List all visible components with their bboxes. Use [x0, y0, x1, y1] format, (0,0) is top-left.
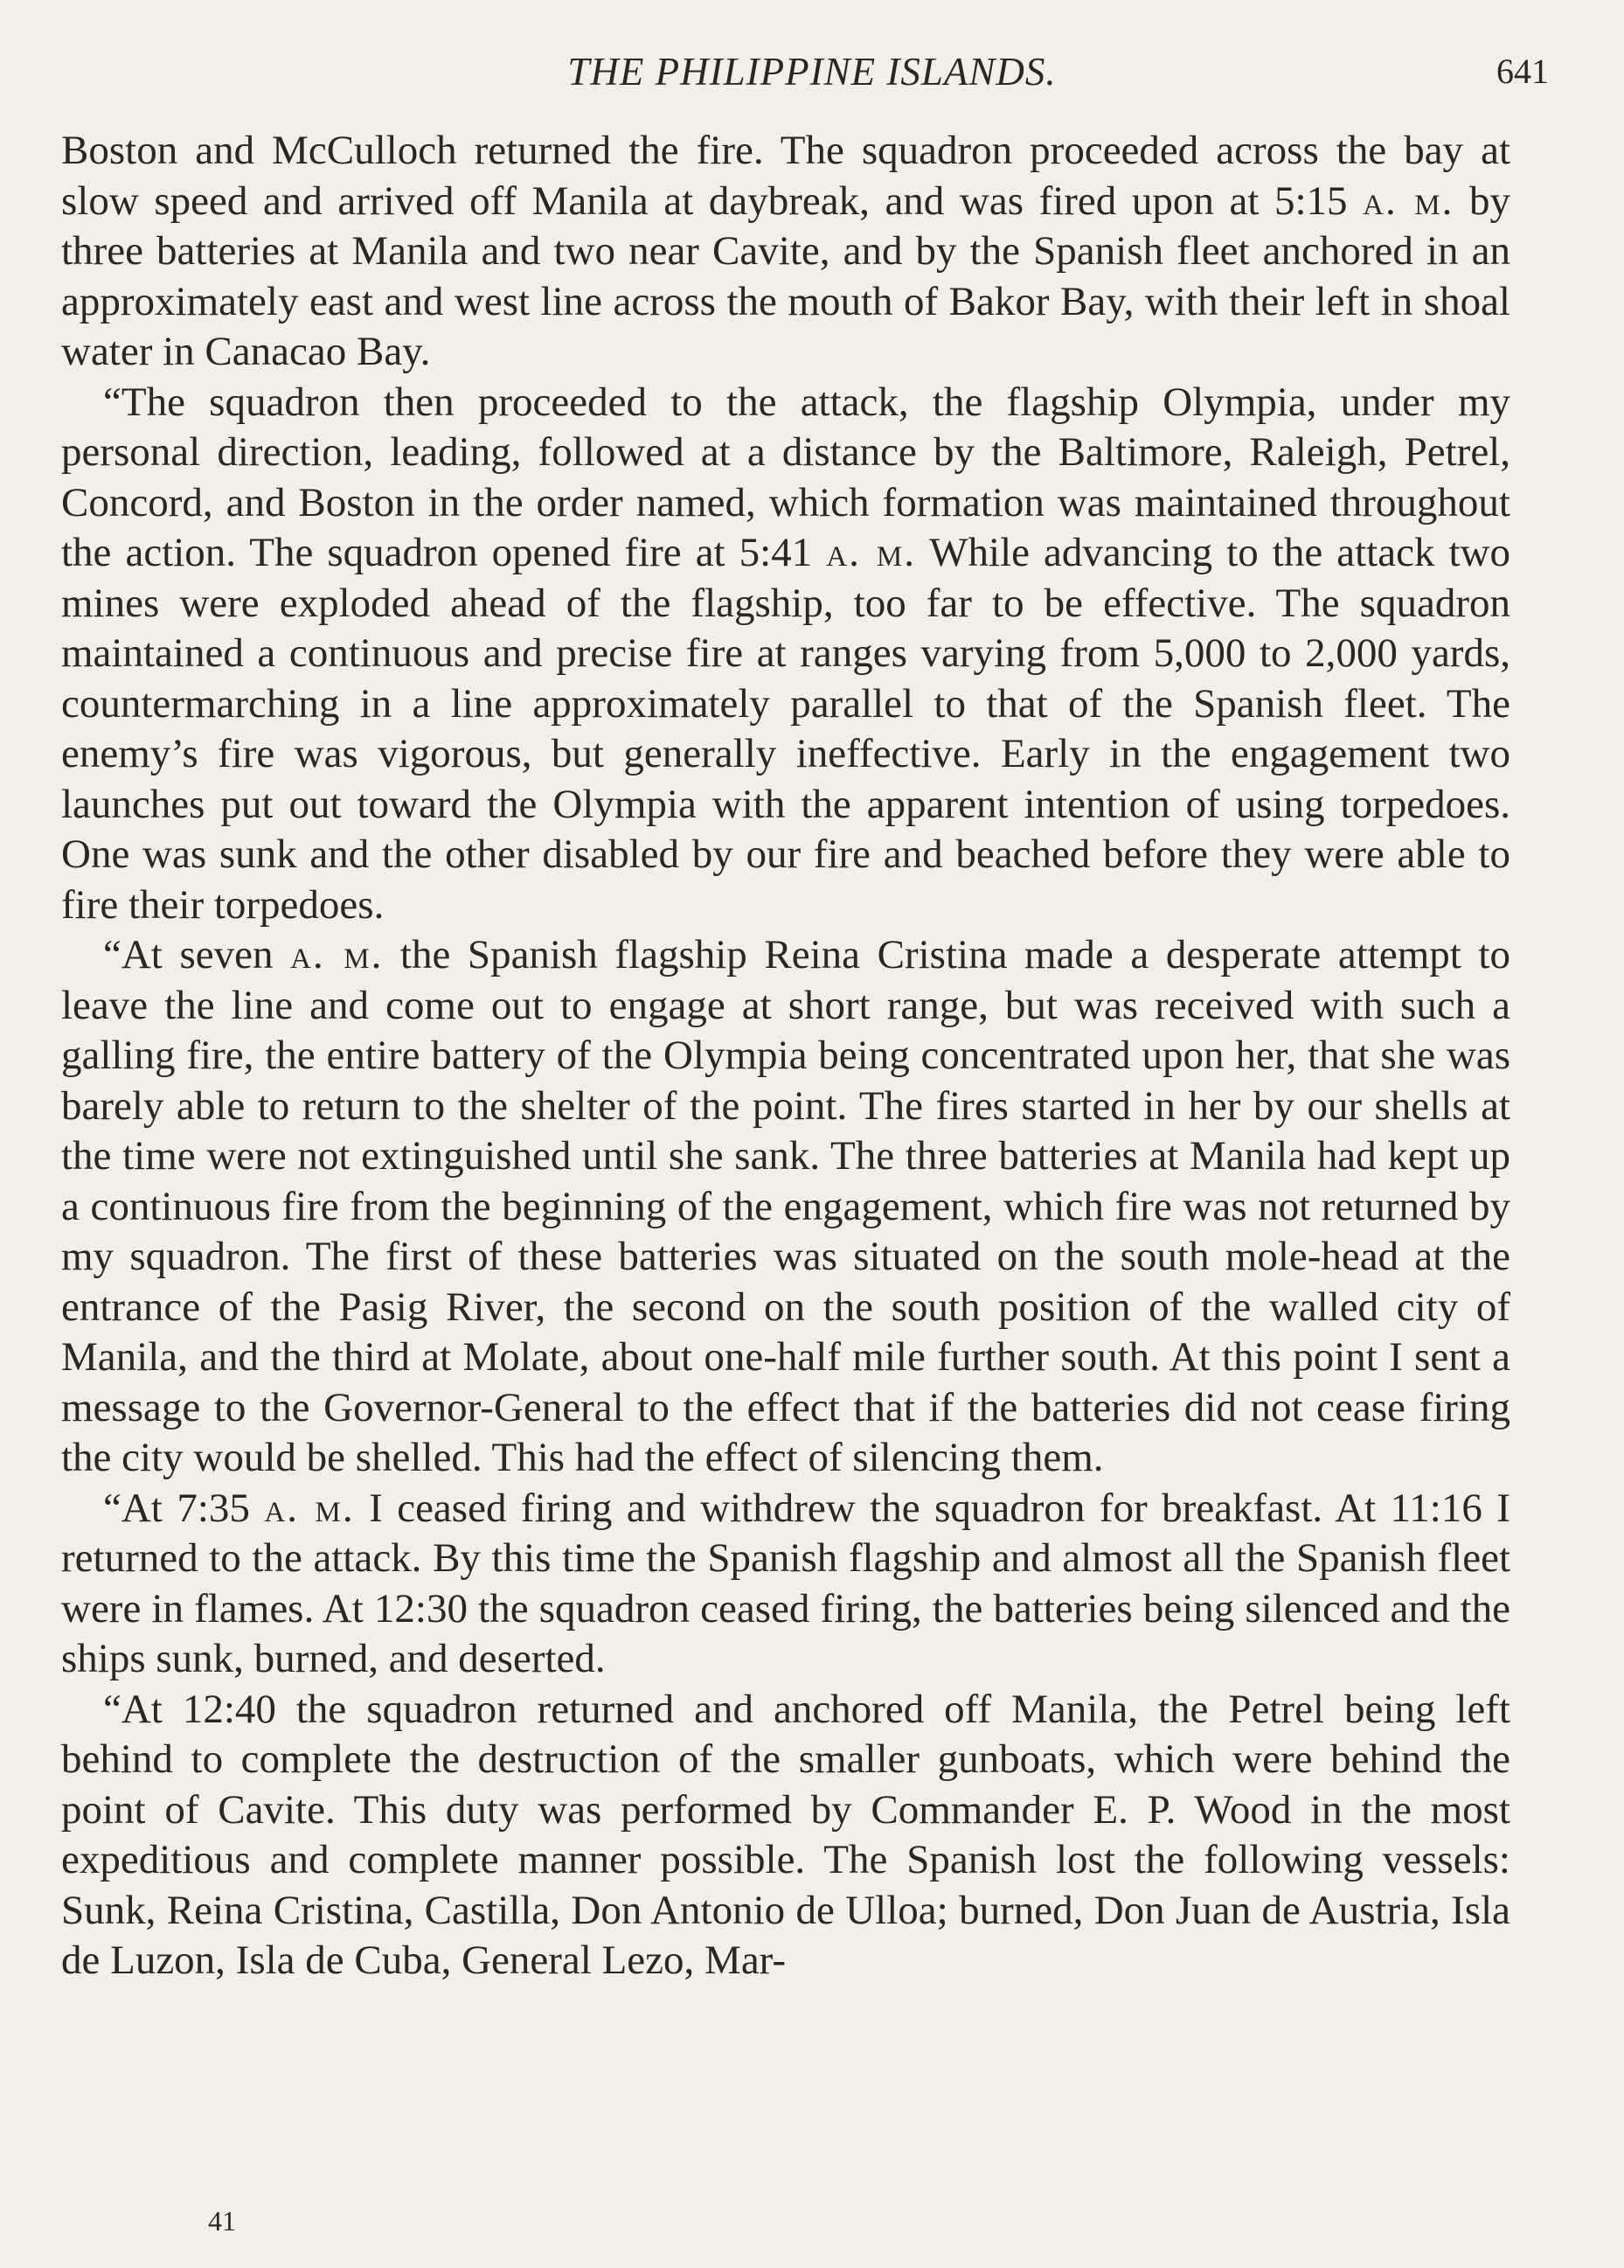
time-abbrev: a. m. [1363, 177, 1454, 224]
time-abbrev: a. m. [264, 1485, 355, 1531]
text-run: While advancing to the attack two mines were exploded ahead of the flagship, too far to be effective. The squadron maintained a continuous and precise fire at ranges varying from 5,000 to 2,000 yards, countermarching in a line approximately parallel to that of the Spanish fleet. The enemy’s fire was vigorous, but generally ineffective. Early in the engagement two launches put out toward the Olympia with the apparent intention of using torpedoes. One was sunk and the other disabled by our fire and beached before they were able to fire their torpedoes. [61, 530, 1510, 928]
text-run: by three batteries at Manila and two near Cavite, and by the Spanish fleet anchored in an approximately east and west line across the mouth of Bakor Bay, with their left in shoal water in Canacao Bay. [61, 177, 1510, 374]
time-abbrev: a. m. [290, 932, 384, 977]
paragraph [61, 378, 1510, 931]
text-run: “At seven [103, 932, 291, 977]
running-title: THE PHILIPPINE ISLANDS. [567, 50, 1057, 94]
text-run: “The squadron then proceeded to the attack, the flagship Olympia, under my personal direction, leading, followed at a distance by the Baltimore, Raleigh, Petrel, Concord, and Boston in the order named, which formation was maintained throughout the action. The squadron opened fire at 5:41 [61, 379, 1510, 575]
signature-mark: 41 [208, 2205, 236, 2237]
text-run: “At 7:35 [103, 1485, 265, 1531]
text-run: I ceased firing and withdrew the squadron for breakfast. At 11:16 I returned to the attack. By this time the Spanish flagship and almost all the Spanish fleet were in flames. At 12:30 the squadron ceased firing, the batteries being silenced and the ships sunk, burned, and deserted. [61, 1485, 1510, 1681]
time-abbrev: a. m. [826, 530, 916, 575]
text-run: “At 12:40 the squadron returned and anchored off Manila, the Petrel being left behind to complete the destruction of the smaller gunboats, which were behind the point of Cavite. This duty was performed by Commander E. P. Wood in the most expeditious and complete manner possible. The Spanish lost the following vessels: Sunk, Reina Cristina, Castilla, Don Antonio de Ulloa; burned, Don Juan de Austria, Isla de Luzon, Isla de Cuba, General Lezo, Mar- [61, 1686, 1510, 1983]
paragraph [61, 1484, 1510, 1685]
paragraph [61, 1685, 1510, 1986]
paragraph [61, 930, 1510, 1484]
text-run: Boston and McCulloch returned the fire. The squadron proceeded across the bay at slow speed and arrived off Manila at daybreak, and was fired upon at 5:15 [61, 128, 1510, 224]
body-text [61, 126, 1510, 1986]
text-run: the Spanish flagship Reina Cristina made a desperate attempt to leave the line and come out to engage at short range, but was received with such a galling fire, the entire battery of the Olympia being concentrated upon her, that she was barely able to return to the shelter of the point. The fires started in her by our shells at the time were not extinguished until she sank. The three batteries at Manila had kept up a continuous fire from the beginning of the engagement, which fire was not returned by my squadron. The first of these batteries was situated on the south mole-head at the entrance of the Pasig River, the second on the south position of the walled city of Manila, and the third at Molate, about one-half mile further south. At this point I sent a message to the Governor-General to the effect that if the batteries did not cease firing the city would be shelled. This had the effect of silencing them. [61, 932, 1510, 1480]
paragraph [61, 126, 1510, 378]
running-head [0, 45, 1624, 98]
page-number: 641 [1496, 52, 1549, 91]
